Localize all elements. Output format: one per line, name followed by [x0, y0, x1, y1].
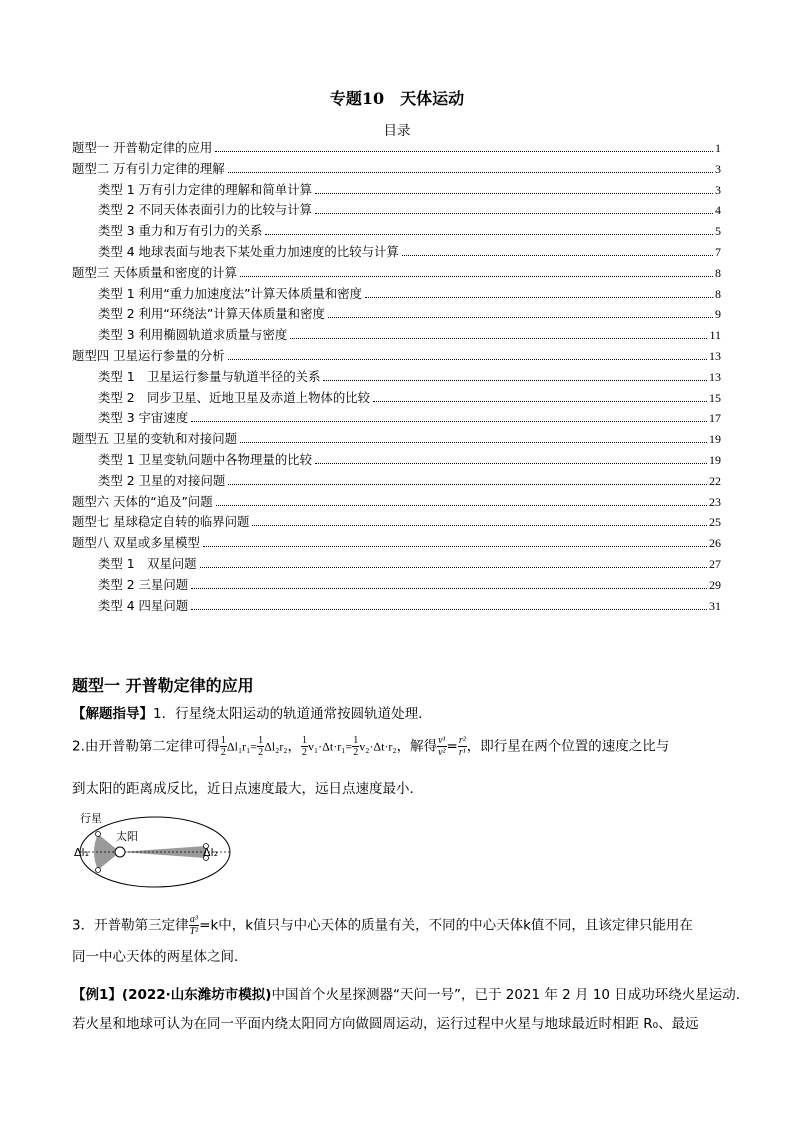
toc-entry[interactable] [98, 181, 721, 199]
toc-dot-leader [215, 150, 713, 152]
toc-entry[interactable] [98, 285, 721, 303]
toc-dot-leader [365, 296, 713, 298]
toc-entry[interactable] [98, 555, 721, 573]
toc-page-number: 8 [715, 286, 721, 301]
toc-dot-leader [191, 420, 707, 422]
guide-paragraph-2-line2: 到太阳的距离成反比，近日点速度最大，远日点速度最小． [72, 781, 423, 797]
toc-dot-leader [191, 608, 707, 610]
toc-page-number: 26 [709, 536, 721, 551]
toc-entry[interactable] [72, 347, 721, 365]
toc-entry[interactable] [98, 409, 721, 427]
guide-paragraph-3-line2: 同一中心天体的两星体之间． [72, 949, 248, 965]
fraction-half: $\frac{1}{2}$ [302, 735, 307, 758]
toc-entry[interactable] [98, 389, 721, 407]
toc-entry-text: 类型 4 地球表面与地表下某处重力加速度的比较与计算 [98, 244, 399, 259]
toc-dot-leader [315, 462, 707, 464]
fraction-half: $\frac{1}{2}$ [258, 735, 264, 758]
toc-entry-text: 类型 2 三星问题 [98, 576, 189, 592]
toc-page-number: 8 [715, 265, 721, 280]
toc-dot-leader [191, 587, 707, 589]
toc-dot-leader [228, 483, 707, 485]
fraction-half: $\frac{1}{2}$ [353, 735, 359, 758]
guide-text-1: 1．行星绕太阳运动的轨道通常按圆轨道处理． [153, 706, 432, 722]
toc-dot-leader [252, 524, 707, 526]
ratio-v: $\frac{\text{v¹}}{\text{v²}}$ [438, 735, 446, 758]
guide-paragraph-2: 2.由开普勒第二定律可得 $\frac{1}{2}$ Δl₁r₁= $\frac{1}{2}$ Δl₂r₂， $\frac{1}{2}$ v₁·Δt·r₁= $\frac{1}{2}$ v₂·Δt·r₂，解得 $\frac{\text{v¹}}{\text{v²}}$ = $\frac{\text{r²}}{\text{r¹}}$ ，即行星在两个位置的速度之比与 [72, 735, 670, 758]
solve-text: ，解得 [396, 738, 438, 755]
toc-entry-text: 类型 2 利用“环绕法”计算天体质量和密度 [98, 306, 325, 322]
ratio-r: $\frac{\text{r²}}{\text{r¹}}$ [458, 735, 466, 758]
guide-text-3b: =k中，k值只与中心天体的质量有关，不同的中心天体k值不同，且该定律只能用在 [199, 917, 693, 934]
toc-entry[interactable] [98, 326, 721, 344]
toc-entry-text: 类型 3 利用椭圆轨道求质量与密度 [98, 327, 288, 343]
toc-entry[interactable] [98, 597, 721, 615]
fraction-half: $\frac{1}{2}$ [220, 735, 226, 758]
toc-dot-leader [328, 316, 713, 318]
example-1-line2: 若火星和地球可认为在同一平面内绕太阳同方向做圆周运动，运行过程中火星与地球最近时相距 R₀、最远 [72, 1016, 699, 1032]
example-label: 【例1】 [72, 987, 122, 1003]
example-1-line1 [72, 985, 750, 1005]
toc-page-number: 31 [709, 598, 721, 613]
toc-entry[interactable] [72, 513, 721, 531]
toc-entry-text: 题型四 卫星运行参量的分析 [72, 348, 225, 363]
toc-dot-leader [265, 233, 713, 235]
equation-2-left: v₁·Δt·r₁= [308, 739, 353, 754]
sun-marker [115, 847, 125, 857]
toc-entry[interactable] [72, 264, 721, 282]
toc-page-number: 25 [709, 515, 721, 530]
toc-heading: 目录 [383, 123, 411, 139]
toc-entry-text: 题型三 天体质量和密度的计算 [72, 264, 238, 280]
toc-entry-text: 题型五 卫星的变轨和对接问题 [72, 431, 238, 447]
toc-entry-text: 类型 3 宇宙速度 [98, 410, 189, 426]
toc-entry[interactable] [98, 305, 721, 323]
toc-page-number: 4 [715, 203, 721, 218]
toc-entry-text: 类型 4 四星问题 [98, 597, 189, 613]
toc-page-number: 17 [709, 411, 721, 426]
toc-entry-text: 题型二 万有引力定律的理解 [72, 160, 225, 176]
equation-2-right: v₂·Δt·r₂ [359, 739, 397, 754]
toc-entry-text: 类型 1 利用“重力加速度法”计算天体质量和密度 [98, 285, 363, 301]
toc-entry-text: 题型六 天体的“追及”问题 [72, 493, 213, 509]
toc-page-number: 19 [709, 453, 721, 467]
guide-label: 【解题指导】 [72, 706, 153, 722]
planet-marker [96, 832, 101, 837]
toc-entry[interactable] [72, 534, 721, 552]
toc-entry-text: 类型 2 同步卫星、近地卫星及赤道上物体的比较 [98, 389, 371, 405]
toc-dot-leader [323, 379, 707, 381]
toc-dot-leader [290, 337, 707, 339]
toc-entry-text: 题型八 双星或多星模型 [72, 535, 200, 551]
toc-page-number: 13 [709, 369, 721, 384]
guide-paragraph-1 [72, 704, 724, 724]
toc-entry[interactable] [98, 222, 721, 240]
toc-entry-text: 类型 3 重力和万有引力的关系 [98, 223, 263, 239]
dl1-label: Δl₁ [74, 846, 89, 859]
toc-dot-leader [216, 504, 707, 506]
toc-entry[interactable] [98, 576, 721, 594]
guide-paragraph-3 [72, 914, 724, 937]
toc-entry[interactable] [98, 472, 721, 490]
toc-entry[interactable] [98, 451, 721, 469]
toc-page-number: 9 [715, 307, 721, 322]
toc-entry-text: 类型 1 卫星变轨问题中各物理量的比较 [98, 452, 313, 467]
toc-page-number: 5 [715, 224, 721, 239]
toc-page-number: 22 [709, 473, 721, 488]
toc-entry-text: 类型 2 卫星的对接问题 [98, 472, 226, 488]
toc-dot-leader [240, 441, 707, 443]
toc-page-number: 15 [709, 390, 721, 405]
toc-dot-leader [200, 566, 707, 568]
toc-dot-leader [228, 358, 707, 360]
guide-text-2b: ，即行星在两个位置的速度之比与 [466, 738, 670, 755]
equation-1-right: Δl₂r₂ [264, 739, 288, 754]
toc-entry-text: 类型 1 双星问题 [98, 556, 197, 571]
toc-entry-text: 题型一 开普勒定律的应用 [72, 140, 213, 155]
toc-page-number: 7 [715, 245, 721, 259]
toc-page-number: 11 [709, 328, 721, 343]
toc-page-number: 29 [709, 577, 721, 592]
toc-page-number: 3 [715, 161, 721, 176]
kepler-orbit-diagram [72, 812, 232, 892]
example-text-1: 中国首个火星探测器“天问一号”，已于 2021 年 2 月 10 日成功环绕火星运动． [271, 987, 750, 1003]
kepler-third-fraction: $\frac{\text{a³}}{\text{T²}}$ [189, 914, 199, 937]
toc-dot-leader [315, 192, 713, 194]
guide-text-2a: 2.由开普勒第二定律可得 [72, 738, 220, 755]
planet-marker [96, 868, 101, 873]
toc-dot-leader [240, 275, 713, 277]
toc-entry[interactable] [72, 160, 721, 178]
toc-dot-leader [373, 400, 707, 402]
toc-page-number: 27 [709, 557, 721, 571]
guide-text-3a: 3．开普勒第三定律 [72, 917, 189, 934]
toc-entry-text: 类型 1 卫星运行参量与轨道半径的关系 [98, 368, 321, 384]
toc-dot-leader [315, 212, 713, 214]
section-title: 题型一 开普勒定律的应用 [72, 676, 254, 695]
toc-page-number: 1 [715, 141, 721, 155]
toc-entry[interactable] [72, 139, 721, 157]
dl2-label: Δl₂ [203, 846, 218, 859]
toc-dot-leader [228, 171, 713, 173]
toc-entry-text: 类型 2 不同天体表面引力的比较与计算 [98, 202, 313, 218]
sun-label: 太阳 [116, 830, 138, 843]
toc-entry[interactable] [72, 430, 721, 448]
toc-entry[interactable] [98, 368, 721, 386]
toc-dot-leader [203, 545, 707, 547]
toc-entry[interactable] [72, 493, 721, 511]
toc-entry-text: 题型七 星球稳定自转的临界问题 [72, 514, 250, 530]
example-source: (2022·山东潍坊市模拟) [121, 987, 272, 1003]
toc-page-number: 23 [709, 494, 721, 509]
toc-page-number: 19 [709, 432, 721, 447]
toc-entry[interactable] [98, 243, 721, 261]
equation-1-left: Δl₁r₁= [226, 739, 258, 754]
toc-page-number: 13 [709, 349, 721, 363]
toc-page-number: 3 [715, 182, 721, 197]
planet-label: 行星 [80, 812, 102, 825]
toc-dot-leader [402, 254, 713, 256]
document-title: 专题10 天体运动 [329, 89, 465, 108]
toc-entry-text: 类型 1 万有引力定律的理解和简单计算 [98, 181, 313, 197]
toc-entry[interactable] [98, 201, 721, 219]
